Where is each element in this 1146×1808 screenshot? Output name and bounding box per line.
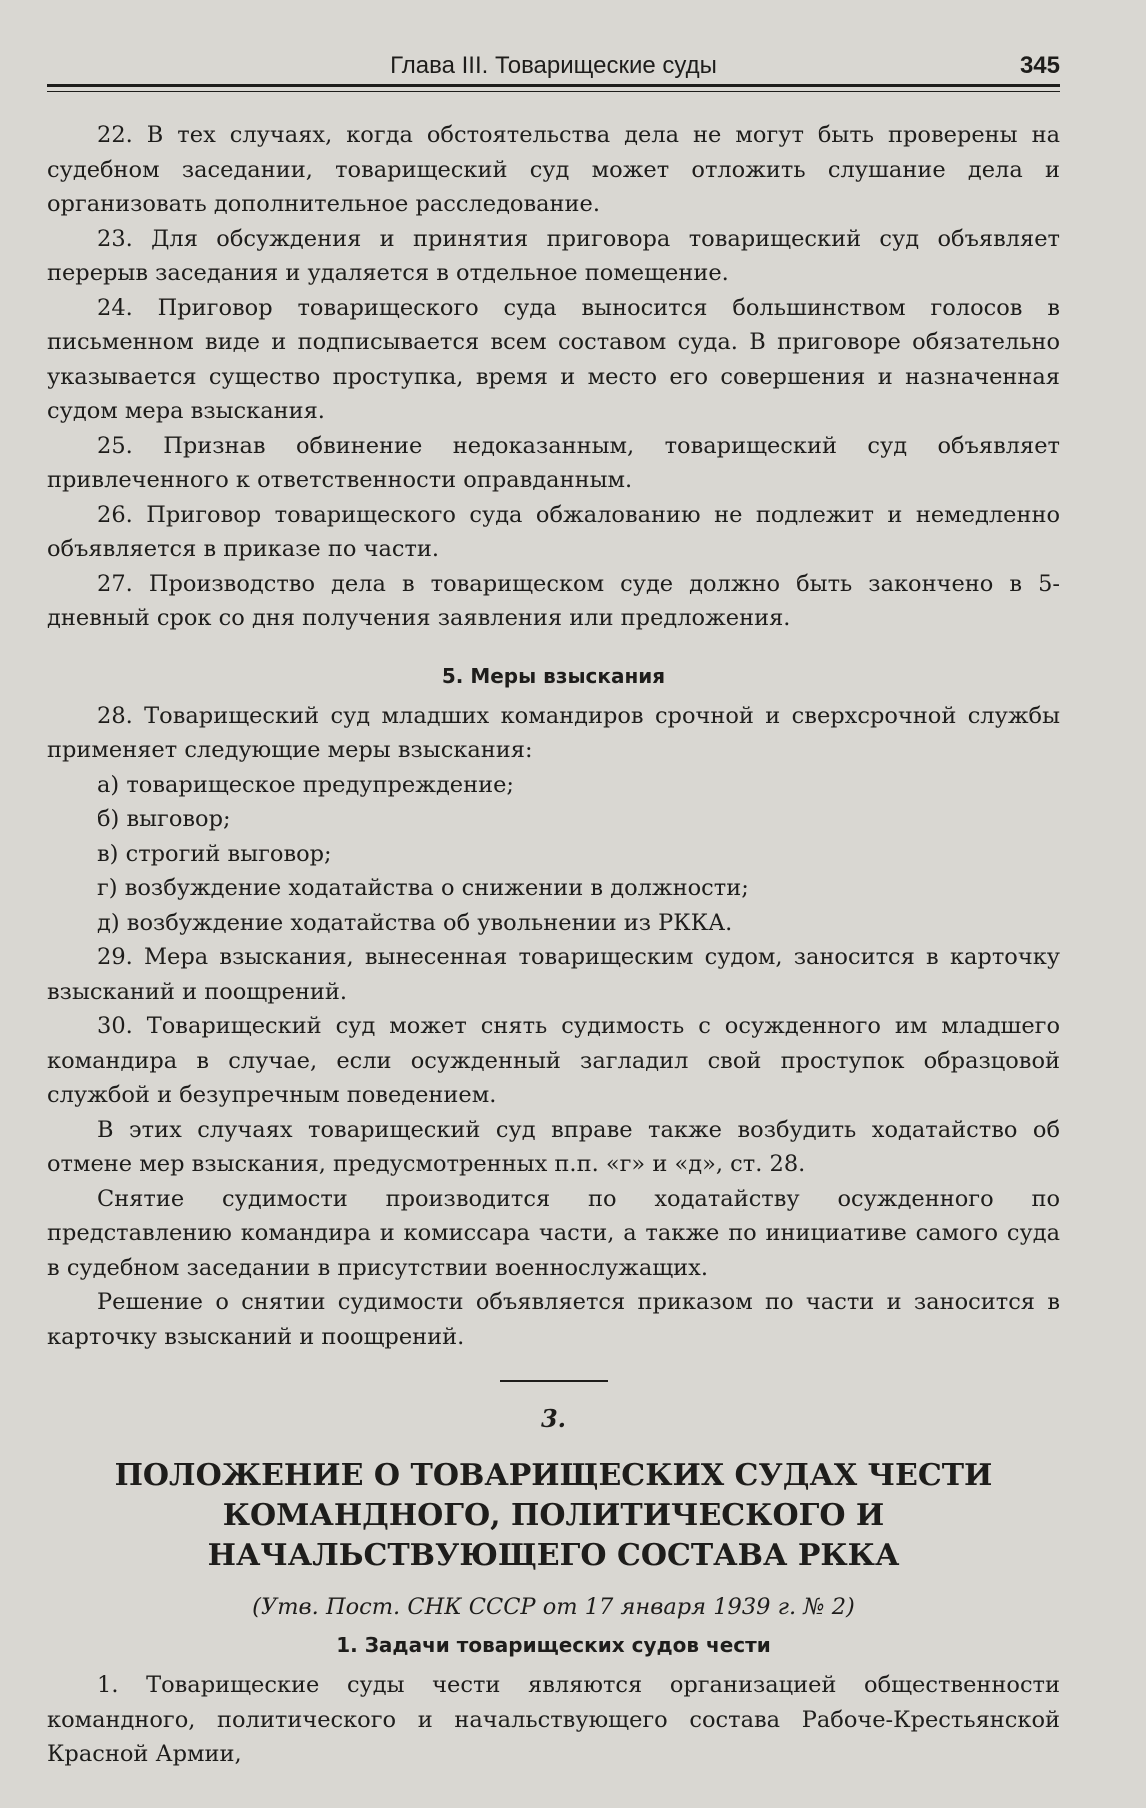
paragraph-29: 29. Мера взыскания, вынесенная товарищеским судом, заносится в карточку взысканий и поощрений.	[47, 944, 1060, 1005]
document-title: ПОЛОЖЕНИЕ О ТОВАРИЩЕСКИХ СУДАХ ЧЕСТИ КОМАНДНОГО, ПОЛИТИЧЕСКОГО И НАЧАЛЬСТВУЮЩЕГО СОСТАВА РККА	[114, 1458, 993, 1573]
penalty-item-a: а) товарищеское предупреждение;	[97, 771, 515, 798]
section-divider	[500, 1380, 608, 1382]
paragraph-26: 26. Приговор товарищеского суда обжалованию не подлежит и немедленно объявляется в приказе по части.	[47, 501, 1060, 562]
header-rule-thin	[47, 91, 1060, 92]
paragraph-23: 23. Для обсуждения и принятия приговора товарищеский суд объявляет перерыв заседания и удаляется в отдельное помещение.	[47, 225, 1060, 286]
document-number: 3.	[540, 1404, 567, 1433]
page-number: 345	[1019, 52, 1060, 79]
penalty-item-d: г) возбуждение ходатайства о снижении в должности;	[97, 875, 749, 901]
document-approval: (Утв. Пост. СНК СССР от 17 января 1939 г. № 2)	[252, 1594, 855, 1620]
section-heading-tasks: 1. Задачи товарищеских судов чести	[336, 1633, 771, 1657]
penalty-item-b: б) выговор;	[97, 806, 231, 832]
section-heading-penalties: 5. Меры взыскания	[441, 663, 666, 688]
paragraph-27: 27. Производство дела в товарищеском суде должно быть закончено в 5-дневный срок со дня получения заявления или предложения.	[47, 570, 1060, 631]
chapter-title: Глава III. Товарищеские суды	[390, 52, 717, 79]
paragraph-28: 28. Товарищеский суд младших командиров срочной и сверхсрочной службы применяет следующие меры взыскания:	[47, 702, 1060, 763]
paragraph-22: 22. В тех случаях, когда обстоятельства дела не могут быть проверены на судебном заседании, товарищеский суд может отложить слушание дела и организовать дополнительное расследование.	[47, 122, 1060, 217]
penalty-item-e: д) возбуждение ходатайства об увольнении из РККА.	[97, 909, 733, 936]
paragraph-30-cases: В этих случаях товарищеский суд вправе также возбудить ходатайство об отмене мер взыскания, предусмотренных п.п. «г» и «д», ст. 28.	[47, 1116, 1060, 1177]
paragraph-1: 1. Товарищеские суды чести являются организацией общественности командного, политического и начальствующего состава Рабоче-Крестьянской Красной Армии,	[47, 1672, 1060, 1767]
paragraph-30-removal: Снятие судимости производится по ходатайству осужденного по представлению командира и комиссара части, а также по инициативе самого суда в судебном заседании в присутствии военнослужащих.	[47, 1185, 1060, 1281]
paragraph-24: 24. Приговор товарищеского суда выносится большинством голосов в письменном виде и подписывается всем составом суда. В приговоре обязательно указывается существо проступка, время и место его совершения и назначенная судом мера взыскания.	[47, 294, 1060, 424]
penalty-item-c: в) строгий выговор;	[97, 840, 332, 867]
header-rule-thick	[47, 84, 1060, 87]
paragraph-30: 30. Товарищеский суд может снять судимость с осужденного им младшего командира в случае, если осужденный загладил свой проступок образцовой службой и безупречным поведением.	[47, 1013, 1060, 1108]
paragraph-25: 25. Признав обвинение недоказанным, товарищеский суд объявляет привлеченного к ответственности оправданным.	[47, 432, 1060, 493]
paragraph-30-decision: Решение о снятии судимости объявляется приказом по части и заносится в карточку взысканий и поощрений.	[47, 1289, 1060, 1350]
page-body	[47, 118, 1060, 1772]
running-header	[47, 52, 1060, 86]
